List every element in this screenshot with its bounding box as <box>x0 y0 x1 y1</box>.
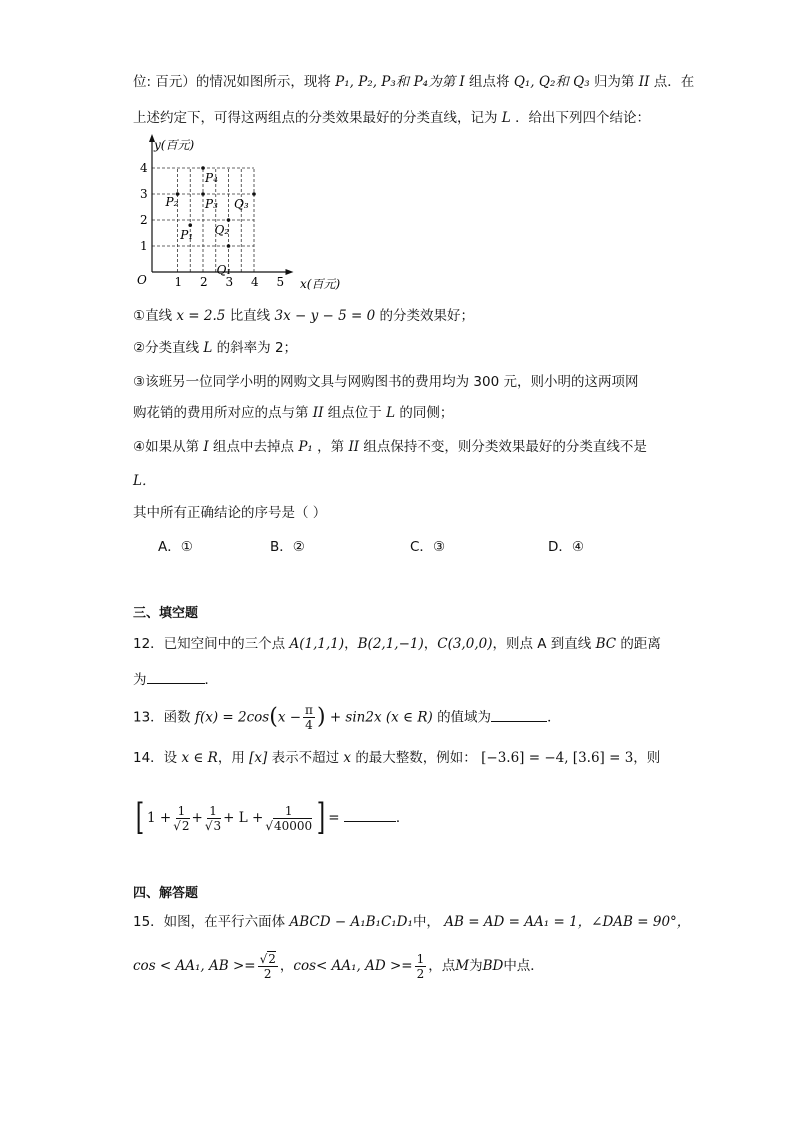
question-text: 15．如图，在平行六面体 <box>133 914 286 930</box>
statement-text: 比直线 <box>229 308 271 324</box>
statement-text: 组点中去掉点 <box>213 439 295 455</box>
question-15-line-2 <box>133 948 544 984</box>
equation: 3x − y − 5 = 0 <box>274 308 376 324</box>
function-expression: f(x) = 2cos <box>194 709 270 726</box>
question-12-line-2 <box>133 670 218 690</box>
section-heading-fill-in: 三、填空题 <box>133 606 199 621</box>
choice-value: ④ <box>571 539 585 555</box>
choice-d[interactable] <box>548 535 584 555</box>
line-L: L． <box>133 473 156 489</box>
answer-blank[interactable] <box>491 709 547 722</box>
choice-value: ③ <box>432 539 446 555</box>
group-1-label: I <box>203 439 209 455</box>
question-12-line-1: 12．已知空间中的三个点 A(1,1,1)，B(2,1,−1)，C(3,0,0)，则点 A 到直线 BC 的距离 <box>133 636 661 652</box>
statement-text: 组点保持不变，则分类效果最好的分类直线不是 <box>363 439 647 455</box>
expression: x ∈ R <box>181 750 218 766</box>
example-expression: [−3.6] = −4, [3.6] = 3 <box>481 750 634 766</box>
y-tick-label: 1 <box>140 239 148 253</box>
intro-text: 点．在 <box>653 74 695 90</box>
intro-text: ．给出下列四个结论： <box>515 110 651 126</box>
group-2-label: II <box>312 405 324 421</box>
fraction-pi-over-4 <box>303 703 315 732</box>
radicand: 2 <box>181 818 190 833</box>
question-14-line-1 <box>133 748 660 768</box>
statement-text: ，第 <box>317 439 345 455</box>
choice-c[interactable] <box>410 535 445 555</box>
statement-3-line-1 <box>133 372 638 392</box>
question-15-line-1 <box>133 912 690 932</box>
expression: x <box>343 750 352 766</box>
intro-text: 位: 百元）的情况如图所示，现将 <box>133 74 331 90</box>
data-point <box>227 244 231 248</box>
y-tick-label: 4 <box>140 161 148 175</box>
choice-b[interactable] <box>270 535 305 555</box>
expression: 1 + <box>147 810 172 826</box>
question-text: 的距离 <box>620 636 661 652</box>
right-bracket: ] <box>316 797 326 838</box>
numerator: 1 <box>284 803 293 818</box>
x-tick-label: 1 <box>174 275 183 289</box>
function-expression: x − <box>277 709 302 726</box>
line-bc: BC <box>595 636 617 652</box>
x-axis-arrow <box>286 269 294 275</box>
cosine-condition: cos < AA₁, AB >= <box>133 958 256 974</box>
question-text: 表示不超过 <box>271 750 340 766</box>
point-b: B(2,1,−1) <box>357 636 424 652</box>
chart-points <box>165 166 256 277</box>
p-points: P₁, P₂, P₃和 P₄为第 <box>335 74 456 90</box>
group-2-label: II <box>348 439 360 455</box>
statement-text: 组点位于 <box>327 405 382 421</box>
point-p1: P₁ <box>298 439 313 455</box>
x-tick-label: 3 <box>225 275 234 289</box>
line-L: L <box>386 405 396 421</box>
cosine-condition: cos< AA₁, AD >= <box>293 958 413 974</box>
question-13: 13．函数 f(x) = 2cos(x − $\frac{\pi}{4}$ ) + sin2x (x ∈ R) 的值域为 ． <box>133 703 561 732</box>
scatter-chart <box>130 132 345 297</box>
left-bracket: [ <box>135 797 145 838</box>
expression: [x] <box>249 750 268 766</box>
radicand: 3 <box>213 818 222 833</box>
group-2-label: II <box>638 74 650 90</box>
statement-text: ②分类直线 <box>133 340 200 356</box>
point-c: C(3,0,0) <box>437 636 493 652</box>
question-text: ． <box>547 709 561 726</box>
line-L: L <box>203 340 213 356</box>
expression: = <box>328 810 340 826</box>
point-label: P₄ <box>205 171 218 185</box>
origin-label: O <box>137 273 147 287</box>
question-text: ． <box>204 672 218 688</box>
fraction-1-over-sqrt-40000 <box>265 804 312 833</box>
point-label: Q₂ <box>214 223 230 237</box>
question-14-line-2: [ 1 + $\frac{1}{√2}$ + $\frac{1}{√3}$ + L + $\frac{1}{√40000}$ ] = ． <box>135 797 410 838</box>
question-text: 14．设 <box>133 750 178 766</box>
solid-name: ABCD − A₁B₁C₁D₁ <box>289 914 413 930</box>
point-label: Q₃ <box>234 197 249 211</box>
question-text: 13．函数 <box>133 709 191 726</box>
x-tick-label: 5 <box>276 275 285 289</box>
fraction-1-over-2 <box>415 952 427 981</box>
segment-bd: BD <box>482 958 504 974</box>
answer-blank[interactable] <box>147 671 205 684</box>
question-prompt: 其中所有正确结论的序号是（ ） <box>133 505 327 521</box>
x-axis-label: x(百元) <box>300 277 341 291</box>
question-text: 为 <box>133 672 147 688</box>
point-label: P₂ <box>165 195 179 209</box>
numerator: π <box>305 703 313 717</box>
choice-letter: D． <box>548 539 572 555</box>
statement-3-line-2 <box>133 403 453 423</box>
numerator: 1 <box>209 803 217 818</box>
line-L: L <box>501 110 511 126</box>
statement-text: ④如果从第 <box>133 439 200 455</box>
question-text: 的值域为 <box>437 709 492 726</box>
denominator: 2 <box>416 966 425 981</box>
choice-value: ① <box>180 539 193 555</box>
statement-text: ①直线 <box>133 308 173 324</box>
radicand: 2 <box>268 951 276 966</box>
denominator: 4 <box>305 718 313 732</box>
data-point <box>188 223 192 227</box>
intro-line-2 <box>133 108 650 128</box>
statement-4-line-2 <box>133 471 155 491</box>
choice-value: ② <box>292 539 305 555</box>
y-axis-label: y(百元) <box>154 138 195 152</box>
data-point <box>252 192 256 196</box>
statement-2 <box>133 338 297 358</box>
statement-text: 购花销的费用所对应的点与第 <box>133 405 309 421</box>
data-point <box>227 218 231 222</box>
statement-text: 的斜率为 2； <box>216 340 298 356</box>
point-label: P₁ <box>180 228 194 243</box>
intro-text: 组点将 <box>469 74 510 90</box>
question-text: ，则点 A 到直线 <box>492 636 592 652</box>
statement-4-line-1 <box>133 437 647 457</box>
denominator: √40000 <box>265 818 313 833</box>
statement-1 <box>133 306 474 326</box>
x-tick-label: 2 <box>200 275 208 289</box>
answer-blank[interactable] <box>344 809 396 822</box>
numerator: 1 <box>177 803 186 818</box>
question-text: 中点． <box>503 958 544 974</box>
question-text: 为 <box>469 958 483 974</box>
question-text: 的最大整数，例如： <box>355 750 477 766</box>
choice-letter: C． <box>410 539 433 555</box>
fraction-1-over-sqrt-2 <box>173 804 189 833</box>
point-m: M <box>455 958 470 974</box>
denominator: √2 <box>173 818 190 833</box>
radicand: 40000 <box>273 818 313 833</box>
question-text: 中， <box>412 914 440 930</box>
question-text: ， <box>279 958 294 974</box>
intro-text: 归为第 <box>593 74 635 90</box>
group-1-label: I <box>459 74 465 90</box>
question-text: ． <box>395 810 410 826</box>
equation: x = 2.5 <box>176 308 226 324</box>
conditions: AB = AD = AA₁ = 1，∠DAB = 90°， <box>444 914 691 930</box>
y-tick-label: 3 <box>140 187 148 201</box>
statement-text: 的分类效果好； <box>379 308 474 324</box>
data-point <box>201 166 205 170</box>
data-point <box>201 192 205 196</box>
section-heading-solutions: 四、解答题 <box>133 886 199 901</box>
statement-text: ③该班另一位同学小明的网购文具与网购图书的费用均为 300 元，则小明的这两项网 <box>133 374 639 390</box>
expression: + L + <box>223 810 264 826</box>
choice-letter: B． <box>270 539 293 555</box>
question-text: ，则 <box>633 750 661 766</box>
q-points: Q₁, Q₂和 Q₃ <box>513 74 590 90</box>
intro-line-1 <box>133 72 694 92</box>
y-tick-label: 2 <box>140 213 148 227</box>
point-label: Q₁ <box>216 263 232 277</box>
question-text: ，点 <box>428 958 456 974</box>
numerator: √2 <box>259 951 276 966</box>
question-text: ，用 <box>217 750 245 766</box>
chart-grid <box>152 168 254 272</box>
choice-letter: A． <box>158 539 181 555</box>
function-expression: + sin2x (x ∈ R) <box>329 709 433 726</box>
fraction-sqrt2-over-2 <box>258 952 278 981</box>
denominator: 2 <box>263 966 272 981</box>
point-a: A(1,1,1) <box>289 636 345 652</box>
x-tick-label: 4 <box>251 275 259 289</box>
point-label: P₃ <box>205 197 218 211</box>
statement-text: 的同侧； <box>399 405 454 421</box>
numerator: 1 <box>416 951 425 966</box>
denominator: √3 <box>204 818 222 833</box>
choice-a[interactable] <box>158 535 193 555</box>
question-text: 12．已知空间中的三个点 <box>133 636 286 652</box>
intro-text: 上述约定下，可得这两组点的分类效果最好的分类直线，记为 <box>133 110 498 126</box>
fraction-1-over-sqrt-3 <box>205 804 221 833</box>
